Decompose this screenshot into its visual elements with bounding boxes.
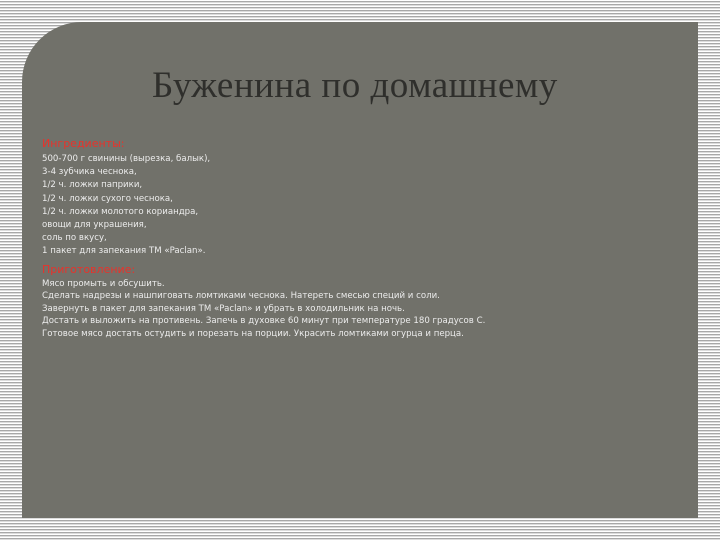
ingredient-item: соль по вкусу, [42,233,107,244]
ingredients-list [42,153,682,259]
ingredient-item: 1/2 ч. ложки молотого кориандра, [42,206,199,217]
preparation-step: Сделать надрезы и нашпиговать ломтиками чеснока. Натереть смесью специй и соли. [42,291,440,302]
ingredient-item: 1/2 ч. ложки паприки, [42,180,143,191]
ingredients-heading: Ингредиенты: [42,137,125,150]
ingredient-item: 500-700 г свинины (вырезка, балык), [42,154,211,164]
ingredient-item: овощи для украшения, [42,220,147,231]
slide-panel [22,22,698,518]
preparation-step: Мясо промыть и обсушить. [42,278,165,289]
preparation-step: Завернуть в пакет для запекания ТМ «Paclan» и убрать в холодильник на ночь. [42,303,405,314]
slide-content [42,136,682,341]
preparation-steps-list [42,278,682,341]
ingredient-item: 3-4 зубчика чеснока, [42,167,137,178]
ingredient-item: 1/2 ч. ложки сухого чеснока, [42,193,173,204]
ingredient-item: 1 пакет для запекания ТМ «Paclan». [42,246,206,257]
preparation-step: Достать и выложить на противень. Запечь в духовке 60 минут при температуре 180 градусов С. [42,316,486,327]
slide-title: Буженина по домашнему [152,65,558,106]
preparation-heading: Приготовление: [42,262,136,276]
preparation-step: Готовое мясо достать остудить и порезать на порции. Украсить ломтиками огурца и перца. [42,329,464,339]
